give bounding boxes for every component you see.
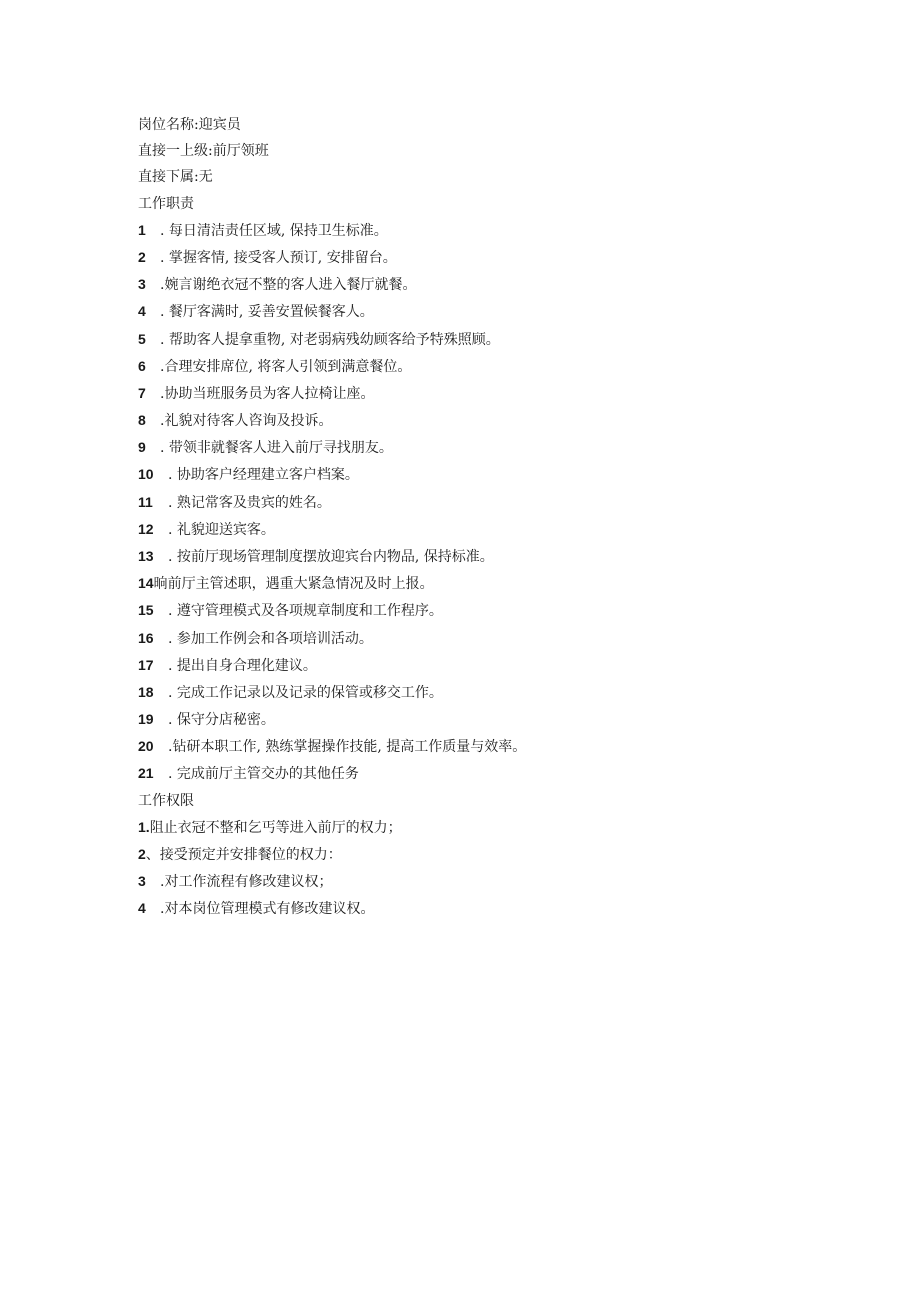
item-number: 19 [138,711,154,728]
item-text: . 协助客户经理建立客户档案。 [168,467,359,484]
duty-item [138,380,538,407]
duty-item [138,407,538,434]
duty-item [138,271,538,298]
item-text: . 提出自身合理化建议。 [168,657,317,674]
duty-item [138,516,538,543]
item-number: 10 [138,466,154,483]
item-text: 阻止衣冠不整和乞丐等进入前厅的权力； [149,819,402,836]
position-name: 岗位名称:迎宾员 [138,117,241,133]
item-number: 16 [138,629,154,646]
item-number: 1 [138,221,146,238]
item-text: .对本岗位管理模式有修改建议权。 [160,901,375,918]
item-number: 3 [138,873,146,890]
duties-list [138,217,538,788]
item-text: . 餐厅客满时, 妥善安置候餐客人。 [160,304,374,321]
direct-subordinate: 直接下属:无 [138,169,213,186]
item-number: 13 [138,548,154,565]
item-text: . 完成工作记录以及记录的保管或移交工作。 [168,685,443,702]
item-text: . 熟记常客及贵宾的姓名。 [168,494,331,511]
duty-item [138,217,538,244]
document-page [138,112,538,923]
item-text: .婉言谢绝衣冠不整的客人进入餐厅就餐。 [160,277,417,294]
item-text: . 参加工作例会和各项培训活动。 [168,630,373,647]
item-number: 4 [138,303,146,320]
item-text: .合理安排席位, 将客人引领到满意餐位。 [160,358,412,375]
duty-item [138,326,538,353]
item-text: . 完成前厅主管交办的其他任务 [168,766,359,783]
duty-item [138,244,538,271]
item-number: 2 [138,846,146,863]
item-text: .钻研本职工作, 熟练掌握操作技能, 提高工作质量与效率。 [168,739,527,756]
item-text: 晌前厅主管述职，遇重大紧急情况及时上报。 [153,576,434,593]
item-number: 7 [138,384,146,401]
item-number: 9 [138,439,146,456]
duty-item [138,570,538,597]
item-number: 2 [138,249,146,266]
duty-item [138,625,538,652]
item-text: . 掌握客情, 接受客人预订, 安排留台。 [160,250,397,267]
authority-item [138,895,538,922]
duty-item [138,733,538,760]
item-number: 5 [138,330,146,347]
item-number: 6 [138,357,146,374]
duty-item [138,434,538,461]
item-number: 12 [138,520,154,537]
duty-item [138,489,538,516]
item-text: . 遵守管理模式及各项规章制度和工作程序。 [168,603,443,620]
duty-item [138,543,538,570]
duty-item [138,760,538,787]
authority-item [138,868,538,895]
item-text: .协助当班服务员为客人拉椅让座。 [160,385,375,402]
duty-item [138,353,538,380]
authority-heading: 工作权限 [138,792,194,809]
item-number: 17 [138,656,154,673]
item-number: 18 [138,684,154,701]
item-text: . 帮助客人提拿重物, 对老弱病残幼顾客给予特殊照顾。 [160,331,500,348]
authority-item [138,841,538,868]
item-number: 1. [138,818,150,835]
item-number: 14 [138,575,154,592]
item-text: . 每日清洁责任区域, 保持卫生标准。 [160,222,388,239]
direct-superior: 直接一上级:前厅领班 [138,143,269,160]
item-number: 21 [138,765,154,782]
item-number: 3 [138,276,146,293]
item-text: . 保守分店秘密。 [168,712,275,729]
item-text: 、接受预定并安排餐位的权力： [145,847,342,864]
item-text: .对工作流程有修改建议权； [160,874,333,891]
item-number: 4 [138,900,146,917]
item-number: 11 [138,493,153,510]
item-text: . 带领非就餐客人进入前厅寻找朋友。 [160,440,393,457]
duty-item [138,652,538,679]
item-text: .礼貌对待客人咨询及投诉。 [160,413,333,430]
duties-heading: 工作职责 [138,195,194,212]
duty-item [138,706,538,733]
item-text: . 按前厅现场管理制度摆放迎宾台内物品, 保持标准。 [168,549,494,566]
item-number: 20 [138,738,154,755]
duty-item [138,679,538,706]
duty-item [138,461,538,488]
authority-item [138,814,538,841]
duty-item [138,298,538,325]
item-number: 15 [138,602,154,619]
duty-item [138,597,538,624]
authority-list [138,814,538,923]
item-text: . 礼貌迎送宾客。 [168,521,275,538]
item-number: 8 [138,412,146,429]
